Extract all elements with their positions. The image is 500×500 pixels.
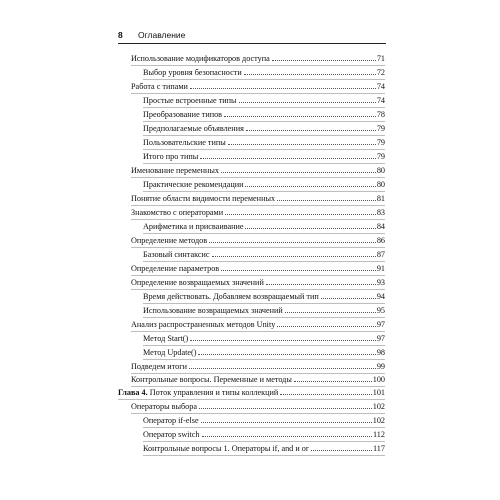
dot-leader	[189, 368, 376, 369]
toc-entry-label: Определение параметров	[131, 264, 220, 273]
dot-leader	[221, 270, 376, 271]
toc-entry-label: Использование возвращаемых значений	[143, 306, 283, 315]
toc-page-number: 72	[376, 68, 385, 77]
toc-entry[interactable]	[131, 276, 385, 288]
toc-entry-label: Метод Update()	[143, 348, 197, 357]
toc-page-number: 79	[376, 138, 385, 147]
toc-entry-label: Оператор if-else	[143, 416, 199, 425]
chapter-number: Глава 4.	[118, 388, 148, 397]
dot-leader	[190, 340, 376, 341]
toc-entry-label: Предполагаемые объявления	[143, 124, 244, 133]
toc-page-number: 79	[376, 124, 385, 133]
toc-page-number: 87	[376, 250, 385, 259]
dot-leader	[277, 200, 376, 201]
dot-leader	[190, 88, 376, 89]
dot-leader	[294, 381, 372, 382]
toc-entry-label: Оператор switch	[143, 430, 200, 439]
dot-leader	[198, 354, 375, 355]
dot-leader	[209, 242, 376, 243]
toc-page-number: 86	[376, 236, 385, 245]
toc-entry-label: Операторы выбора	[131, 402, 198, 411]
toc-entry[interactable]	[143, 428, 385, 440]
toc-entry-label: Определение возвращаемых значений	[131, 278, 264, 287]
toc-entry[interactable]	[131, 373, 385, 385]
chapter-title: Поток управления и типы коллекций	[149, 388, 279, 397]
toc-entry-label: Преобразование типов	[143, 110, 223, 119]
toc-page-number: 80	[376, 180, 385, 189]
toc-entry-label: Именование переменных	[131, 166, 219, 175]
toc-entry[interactable]	[143, 304, 385, 316]
toc-page-number: 93	[376, 278, 385, 287]
entry-separator	[143, 455, 385, 456]
toc-entry-label: Простые встроенные типы	[143, 96, 237, 105]
toc-entry[interactable]	[131, 234, 385, 246]
toc-page-number: 84	[376, 222, 385, 231]
toc-entry[interactable]	[131, 192, 385, 204]
toc-entry[interactable]	[143, 122, 385, 134]
dot-leader	[212, 256, 376, 257]
dot-leader	[199, 408, 372, 409]
toc-entry[interactable]	[143, 220, 385, 232]
toc-entry-label: Итого про типы	[143, 152, 199, 161]
toc-entry[interactable]	[143, 150, 385, 162]
toc-page-number: 102	[372, 416, 385, 425]
toc-entry[interactable]	[143, 178, 385, 190]
toc-page-number: 101	[372, 388, 385, 397]
toc-page-number: 74	[376, 82, 385, 91]
toc-entry-label: Подведем итоги	[131, 362, 187, 371]
toc-entry[interactable]	[143, 332, 385, 344]
toc-entry-label: Время действовать. Добавляем возвращаемый тип	[143, 292, 319, 301]
dot-leader	[311, 450, 372, 451]
toc-entry[interactable]	[143, 442, 385, 454]
dot-leader	[221, 172, 376, 173]
toc-entry-label: Анализ распространенных методов Unity	[131, 320, 276, 329]
toc-entry-label: Выбор уровня безопасности	[143, 68, 242, 77]
dot-leader	[245, 228, 375, 229]
toc-page-number: 100	[372, 375, 385, 384]
dot-leader	[200, 158, 376, 159]
toc-page-number: 102	[372, 402, 385, 411]
dot-leader	[239, 102, 376, 103]
toc-page-number: 94	[376, 292, 385, 301]
toc-page-number: 97	[376, 334, 385, 343]
dot-leader	[202, 436, 372, 437]
toc-page-number: 83	[376, 208, 385, 217]
toc-entry[interactable]	[131, 400, 385, 412]
toc-entry-label: Знакомство с операторами	[131, 208, 224, 217]
toc-entry[interactable]	[131, 318, 385, 330]
toc-entry[interactable]	[131, 206, 385, 218]
dot-leader	[266, 284, 376, 285]
dot-leader	[245, 186, 375, 187]
toc-entry-label: Пользовательские типы	[143, 138, 226, 147]
toc-entry[interactable]	[131, 80, 385, 92]
toc-page-number: 97	[376, 320, 385, 329]
toc-entry-label: Использование модификаторов доступа	[131, 54, 270, 63]
toc-page-number: 74	[376, 96, 385, 105]
toc-entry[interactable]	[143, 66, 385, 78]
toc-page-number: 81	[376, 194, 385, 203]
toc-page-number: 91	[376, 264, 385, 273]
dot-leader	[280, 394, 371, 395]
dot-leader	[244, 74, 376, 75]
toc-page-number: 71	[376, 54, 385, 63]
toc-entry[interactable]	[131, 164, 385, 176]
toc-page-number: 95	[376, 306, 385, 315]
toc-page-number: 112	[373, 430, 385, 439]
dot-leader	[228, 144, 376, 145]
toc-entry-label: Контрольные вопросы. Переменные и методы	[131, 375, 292, 384]
dot-leader	[277, 326, 376, 327]
toc-page-number: 78	[376, 110, 385, 119]
toc-entry-label: Определение методов	[131, 236, 208, 245]
toc-entry-label	[118, 387, 278, 398]
toc-entry[interactable]	[143, 346, 385, 358]
toc-entry[interactable]	[143, 136, 385, 148]
toc-entry-label: Базовый синтаксис	[143, 250, 210, 259]
dot-leader	[224, 116, 376, 117]
toc-page-number: 98	[376, 348, 385, 357]
page-number: 8	[118, 30, 123, 40]
toc-entry[interactable]	[131, 262, 385, 274]
dot-leader	[272, 60, 376, 61]
toc-entry-label: Контрольные вопросы 1. Операторы if, and и or	[143, 444, 309, 453]
toc-entry[interactable]	[131, 52, 385, 64]
dot-leader	[225, 214, 376, 215]
running-head-title: Оглавление	[138, 30, 186, 40]
dot-leader	[321, 298, 376, 299]
toc-entry[interactable]	[143, 94, 385, 106]
toc-page-number: 99	[376, 362, 385, 371]
toc-entry-label: Метод Start()	[143, 334, 189, 343]
toc-entry-label: Арифметика и присваивание	[143, 222, 244, 231]
toc-entry[interactable]	[143, 414, 385, 426]
toc-page-number: 80	[376, 166, 385, 175]
toc-entry-label: Работа с типами	[131, 82, 188, 91]
toc-page-number: 117	[373, 444, 385, 453]
toc-chapter-entry[interactable]	[118, 386, 385, 398]
dot-leader	[246, 130, 376, 131]
toc-page-number: 79	[376, 152, 385, 161]
toc-entry-label: Понятие области видимости переменных	[131, 194, 276, 203]
toc-entry-label: Практические рекомендации	[143, 180, 244, 189]
toc-entry[interactable]	[131, 360, 385, 372]
toc-entry[interactable]	[143, 290, 385, 302]
dot-leader	[201, 422, 372, 423]
dot-leader	[285, 312, 376, 313]
toc-entry[interactable]	[143, 108, 385, 120]
toc-entry[interactable]	[143, 248, 385, 260]
